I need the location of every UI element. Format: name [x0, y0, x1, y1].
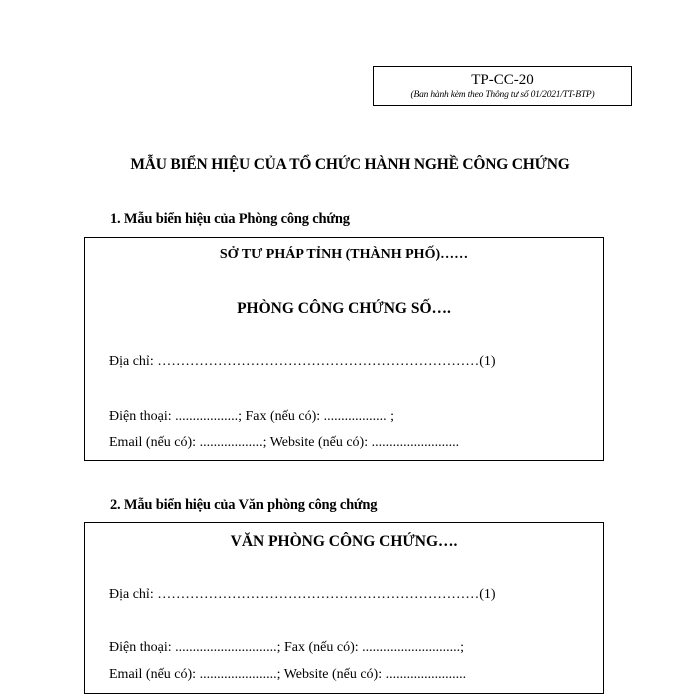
notary-firm-name: VĂN PHÒNG CÔNG CHỨNG….: [230, 533, 458, 550]
email-website-line: Email (nếu có): ..................; Website (nếu có): .........................: [109, 435, 460, 450]
address-line: Địa chỉ: ……………………………………………………………(1): [109, 587, 496, 602]
phone-fax-line: Điện thoại: ..................; Fax (nếu có): .................. ;: [109, 409, 395, 424]
section-1-heading: 1. Mẫu biển hiệu của Phòng công chứng: [110, 211, 350, 227]
notary-office-name: PHÒNG CÔNG CHỨNG SỐ….: [237, 300, 451, 317]
email-website-line: Email (nếu có): ......................; Website (nếu có): .......................: [109, 667, 467, 682]
form-code-note: (Ban hành kèm theo Thông tư số 01/2021/TT-BTP): [410, 90, 595, 100]
notary-office-sign-sample: [84, 237, 604, 461]
department-name: SỞ TƯ PHÁP TỈNH (THÀNH PHỐ)……: [219, 247, 469, 262]
phone-fax-line: Điện thoại: .............................; Fax (nếu có): ............................;: [109, 640, 465, 655]
notary-firm-sign-sample: [84, 522, 604, 694]
form-code-box: [373, 66, 632, 106]
section-2-heading: 2. Mẫu biển hiệu của Văn phòng công chứng: [110, 497, 378, 513]
document-title: MẪU BIỂN HIỆU CỦA TỔ CHỨC HÀNH NGHỀ CÔNG CHỨNG: [130, 156, 570, 173]
form-code: TP-CC-20: [471, 72, 534, 88]
address-line: Địa chỉ: ……………………………………………………………(1): [109, 354, 496, 369]
